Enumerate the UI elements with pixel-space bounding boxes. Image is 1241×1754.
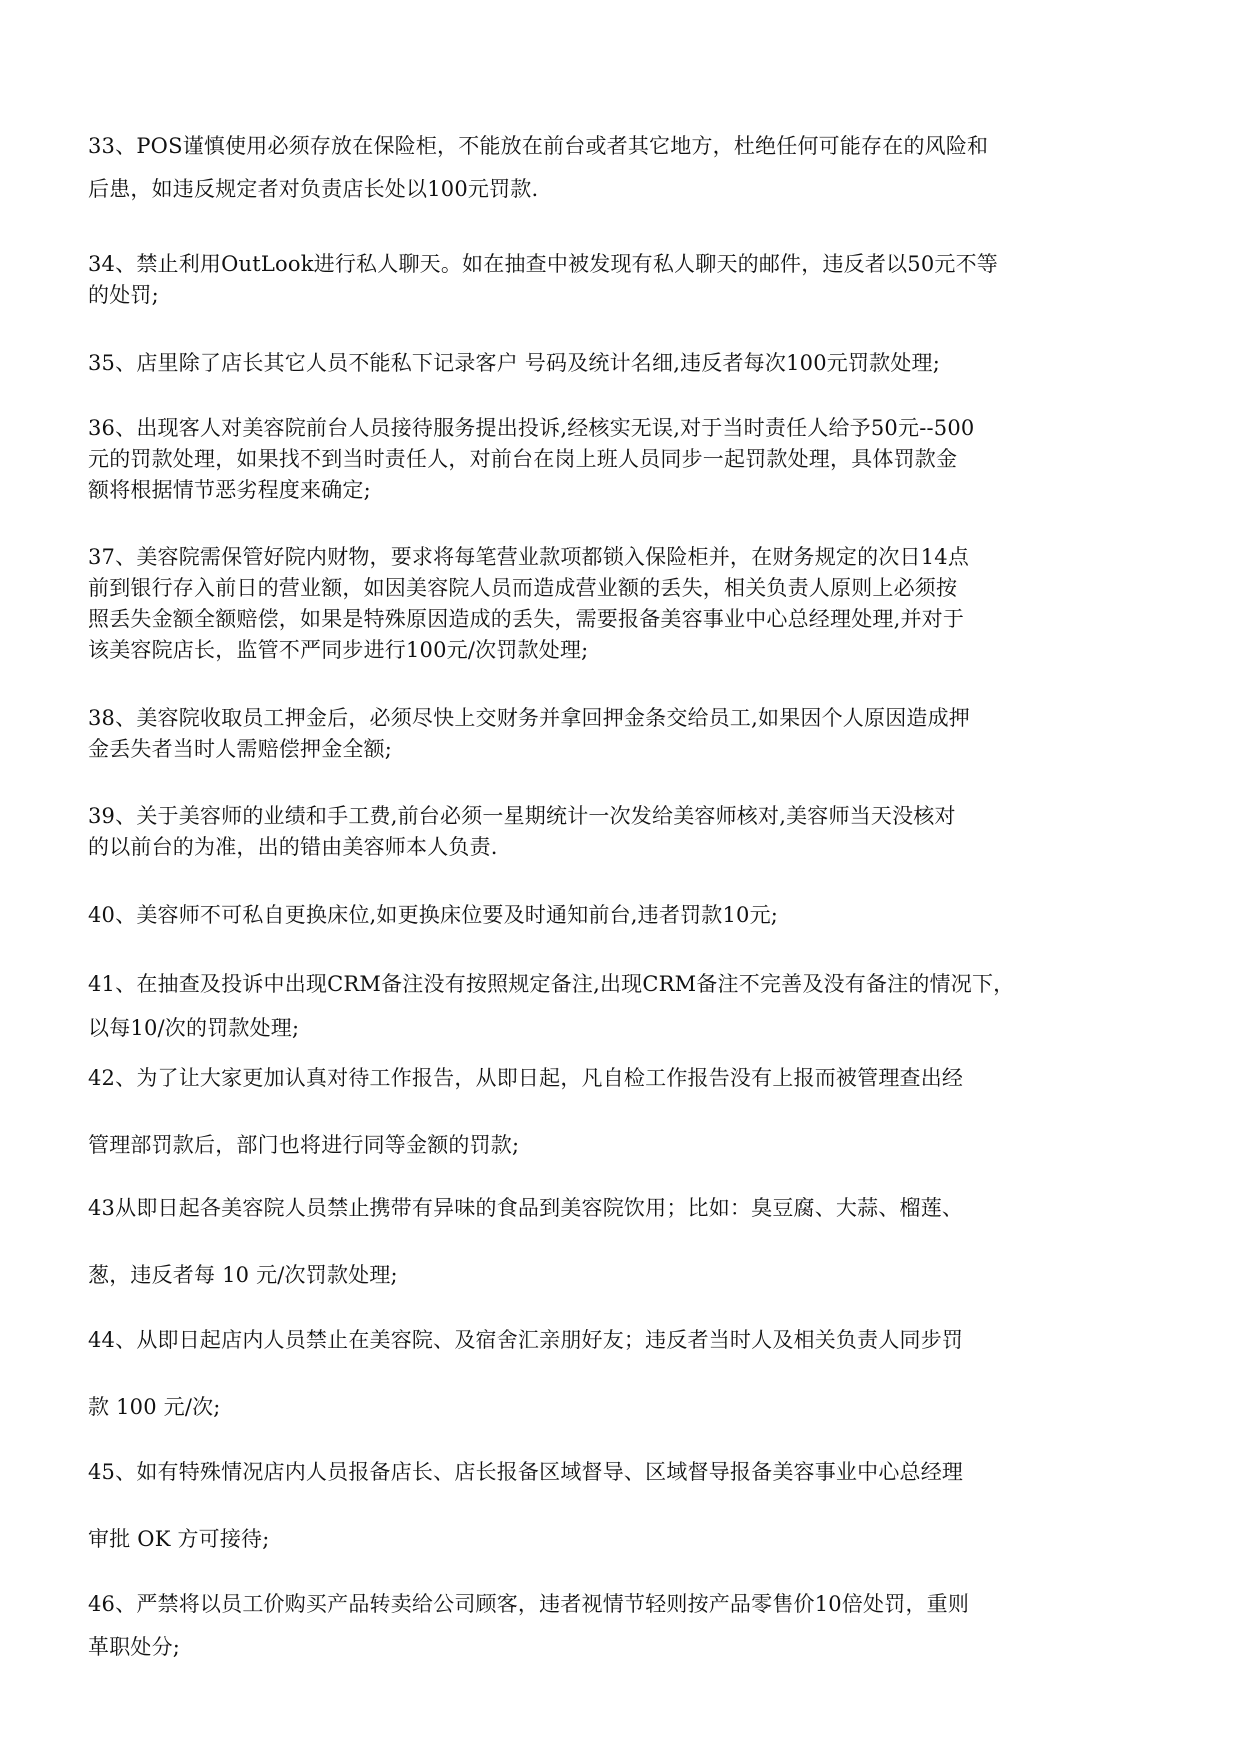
rule-37-line-1: 37、美容院需保管好院内财物，要求将每笔营业款项都锁入保险柜并，在财务规定的次日14点 [88, 545, 970, 569]
rule-37-line-4: 该美容院店长，监管不严同步进行100元/次罚款处理; [88, 638, 589, 662]
rule-44-line-1: 44、从即日起店内人员禁止在美容院、及宿舍汇亲朋好友；违反者当时人及相关负责人同步罚 [88, 1328, 964, 1352]
rule-42-line-1: 42、为了让大家更加认真对待工作报告，从即日起，凡自检工作报告没有上报而被管理查出经 [88, 1066, 964, 1090]
rule-33-line-1: 33、POS谨慎使用必须存放在保险柜，不能放在前台或者其它地方，杜绝任何可能存在的风险和 [88, 134, 989, 158]
rule-43-line-1: 43从即日起各美容院人员禁止携带有异味的食品到美容院饮用；比如：臭豆腐、大蒜、榴莲、 [88, 1196, 964, 1220]
rule-33-line-2: 后患，如违反规定者对负责店长处以100元罚款. [88, 177, 539, 201]
rule-34-line-2: 的处罚; [88, 283, 159, 307]
rule-43-line-2: 葱，违反者每 10 元/次罚款处理; [88, 1263, 398, 1287]
rule-40-line-1: 40、美容师不可私自更换床位,如更换床位要及时通知前台,违者罚款10元; [88, 903, 779, 927]
rule-38-line-1: 38、美容院收取员工押金后，必须尽快上交财务并拿回押金条交给员工,如果因个人原因造成押 [88, 706, 970, 730]
rule-34-line-1: 34、禁止利用OutLook进行私人聊天。如在抽查中被发现有私人聊天的邮件，违反者以50元不等 [88, 252, 998, 276]
rule-36-line-3: 额将根据情节恶劣程度来确定; [88, 478, 371, 502]
rule-44-line-2: 款 100 元/次; [88, 1395, 221, 1419]
rule-42-line-2: 管理部罚款后，部门也将进行同等金额的罚款; [88, 1133, 520, 1157]
rule-45-line-2: 审批 OK 方可接待; [88, 1527, 270, 1551]
rule-37-line-3: 照丢失金额全额赔偿，如果是特殊原因造成的丢失，需要报备美容事业中心总经理处理,并对于 [88, 607, 965, 631]
rule-39-line-1: 39、关于美容师的业绩和手工费,前台必须一星期统计一次发给美容师核对,美容师当天没核对 [88, 804, 956, 828]
rule-36-line-2: 元的罚款处理，如果找不到当时责任人，对前台在岗上班人员同步一起罚款处理，具体罚款金 [88, 447, 958, 471]
rule-39-line-2: 的以前台的为准，出的错由美容师本人负责. [88, 835, 498, 859]
rule-35-line-1: 35、店里除了店长其它人员不能私下记录客户 号码及统计名细,违反者每次100元罚款处理; [88, 351, 941, 375]
rule-41-line-2: 以每10/次的罚款处理; [88, 1016, 300, 1040]
rule-37-line-2: 前到银行存入前日的营业额，如因美容院人员而造成营业额的丢失，相关负责人原则上必须按 [88, 576, 958, 600]
rule-46-line-2: 革职处分; [88, 1635, 181, 1659]
rule-41-line-1: 41、在抽查及投诉中出现CRM备注没有按照规定备注,出现CRM备注不完善及没有备注的情况下， [88, 972, 1015, 996]
rule-45-line-1: 45、如有特殊情况店内人员报备店长、店长报备区域督导、区域督导报备美容事业中心总经理 [88, 1460, 964, 1484]
rule-36-line-1: 36、出现客人对美容院前台人员接待服务提出投诉,经核实无误,对于当时责任人给予50元--500 [88, 416, 975, 440]
rule-46-line-1: 46、严禁将以员工价购买产品转卖给公司顾客，违者视情节轻则按产品零售价10倍处罚，重则 [88, 1592, 970, 1616]
rule-38-line-2: 金丢失者当时人需赔偿押金全额; [88, 737, 393, 761]
